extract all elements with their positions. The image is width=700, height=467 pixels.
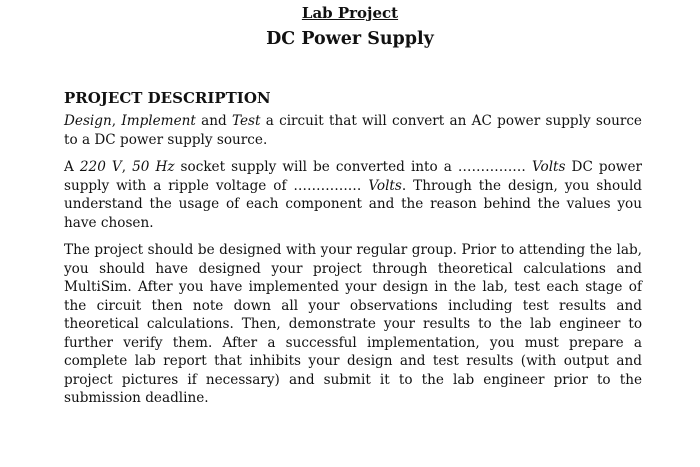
specs-comma: , — [121, 159, 133, 175]
volts-unit-2: Volts — [368, 177, 402, 194]
paragraph-specs — [64, 158, 642, 232]
paragraph-instructions: The project should be designed with your regular group. Prior to attending the lab, you should have designed your project through theoretical calculations and MultiSim. After you have implemented your design in the lab, test each stage of the circuit then note down all your observations including test results and theoretical calculations. Then, demonstrate your results to the lab engineer to further verify them. After a successful implementation, you must prepare a complete lab report that inhibits your design and test results (with output and project pictures if necessary) and submit it to the lab engineer prior to the submission deadline. — [64, 242, 642, 406]
separator: , — [111, 113, 122, 129]
project-description-section — [64, 88, 642, 417]
implement-word: Implement — [121, 113, 196, 129]
volts-unit-1: Volts — [531, 159, 566, 175]
and-word: and — [195, 113, 232, 129]
specs-text-2: DC power supply with a ripple voltage of …………… — [64, 159, 642, 194]
frequency-value: 50 Hz — [132, 159, 175, 175]
document-subtitle: DC Power Supply — [266, 29, 434, 49]
section-heading: PROJECT DESCRIPTION — [64, 89, 271, 107]
design-word: Design — [64, 113, 112, 129]
specs-lead: A — [64, 159, 80, 175]
document-header — [0, 4, 700, 50]
intro-text: a circuit that will convert an AC power supply source to a DC power supply source. — [64, 113, 642, 148]
voltage-value: 220 V — [79, 159, 122, 175]
test-word: Test — [231, 113, 261, 129]
specs-text-3: . Through the design, you should understand the usage of each component and the reason behind the values you have chosen. — [64, 177, 643, 231]
paragraph-intro — [64, 112, 642, 149]
document-title: Lab Project — [301, 4, 399, 22]
specs-text-1: socket supply will be converted into a …………… — [174, 159, 532, 175]
